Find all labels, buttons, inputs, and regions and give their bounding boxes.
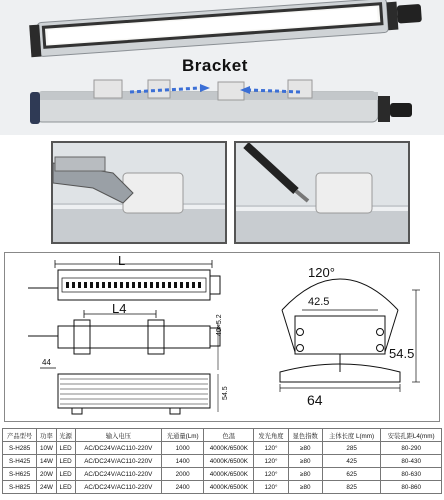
header-cell: 色温 xyxy=(204,429,254,442)
table-cell: LED xyxy=(56,455,75,468)
table-cell: 425 xyxy=(322,455,380,468)
product-photo-top xyxy=(0,0,444,135)
length-dimension-label: L xyxy=(118,253,126,268)
table-cell: 120° xyxy=(254,455,288,468)
angle-label: 120° xyxy=(308,265,335,280)
table-cell: ≥80 xyxy=(288,468,322,481)
table-cell: S-H425 xyxy=(3,455,37,468)
table-cell: 825 xyxy=(322,481,380,494)
l4-dimension-label: L4 xyxy=(112,301,127,316)
table-cell: 2400 xyxy=(162,481,204,494)
header-cell: 安装孔距L4(mm) xyxy=(381,429,442,442)
table-cell: S-H825 xyxy=(3,481,37,494)
header-cell: 主体长度 L(mm) xyxy=(322,429,380,442)
table-cell: S-H625 xyxy=(3,468,37,481)
table-cell: AC/DC24V/AC110-220V xyxy=(75,442,161,455)
header-cell: 显色指数 xyxy=(288,429,322,442)
table-cell: 1400 xyxy=(162,455,204,468)
table-cell: 80-290 xyxy=(381,442,442,455)
side-height-label: 54.5 xyxy=(222,386,229,400)
table-cell: 4000K/6500K xyxy=(204,442,254,455)
table-cell: ≥80 xyxy=(288,455,322,468)
table-row xyxy=(3,442,442,455)
base-width-label: 64 xyxy=(307,392,323,408)
header-cell: 发光角度 xyxy=(254,429,288,442)
table-cell: 24W xyxy=(37,481,56,494)
table-cell: 285 xyxy=(322,442,380,455)
table-cell: 80-630 xyxy=(381,468,442,481)
inner-width-label: 42.5 xyxy=(308,296,330,308)
table-cell: AC/DC24V/AC110-220V xyxy=(75,455,161,468)
header-cell: 光源 xyxy=(56,429,75,442)
table-cell: ≥80 xyxy=(288,481,322,494)
table-cell: LED xyxy=(56,442,75,455)
table-cell: 120° xyxy=(254,481,288,494)
table-row xyxy=(3,455,442,468)
table-cell: 10W xyxy=(37,442,56,455)
table-cell: 4000K/6500K xyxy=(204,481,254,494)
profile-cross-section-drawing xyxy=(240,252,440,422)
table-cell: 14W xyxy=(37,455,56,468)
height-dimension-label: 40×5.2 xyxy=(216,314,223,336)
table-cell: 80-430 xyxy=(381,455,442,468)
table-cell: LED xyxy=(56,468,75,481)
screwdriver-install-illustration xyxy=(236,143,408,242)
header-cell: 功率 xyxy=(37,429,56,442)
table-cell: 1000 xyxy=(162,442,204,455)
table-cell: 120° xyxy=(254,468,288,481)
table-cell: S-H285 xyxy=(3,442,37,455)
spec-table xyxy=(2,428,442,494)
side-width-label: 44 xyxy=(42,358,51,367)
bracket-label: Bracket xyxy=(182,56,248,75)
table-cell: 120° xyxy=(254,442,288,455)
profile-height-label: 54.5 xyxy=(389,346,415,361)
table-cell: AC/DC24V/AC110-220V xyxy=(75,481,161,494)
table-cell: 4000K/6500K xyxy=(204,468,254,481)
header-cell: 输入电压 xyxy=(75,429,161,442)
wrench-install-illustration xyxy=(53,143,225,242)
lamp-dimension-drawings xyxy=(0,252,240,422)
table-row xyxy=(3,468,442,481)
install-photo-screwdriver xyxy=(234,141,410,244)
table-cell: LED xyxy=(56,481,75,494)
header-cell: 产品型号 xyxy=(3,429,37,442)
install-photo-wrench xyxy=(51,141,227,244)
table-cell: 625 xyxy=(322,468,380,481)
table-cell: 80-860 xyxy=(381,481,442,494)
table-cell: 4000K/6500K xyxy=(204,455,254,468)
table-cell: ≥80 xyxy=(288,442,322,455)
table-header-row xyxy=(3,429,442,442)
header-cell: 光通量(Lm) xyxy=(162,429,204,442)
table-row xyxy=(3,481,442,494)
table-cell: 2000 xyxy=(162,468,204,481)
table-cell: AC/DC24V/AC110-220V xyxy=(75,468,161,481)
table-cell: 20W xyxy=(37,468,56,481)
